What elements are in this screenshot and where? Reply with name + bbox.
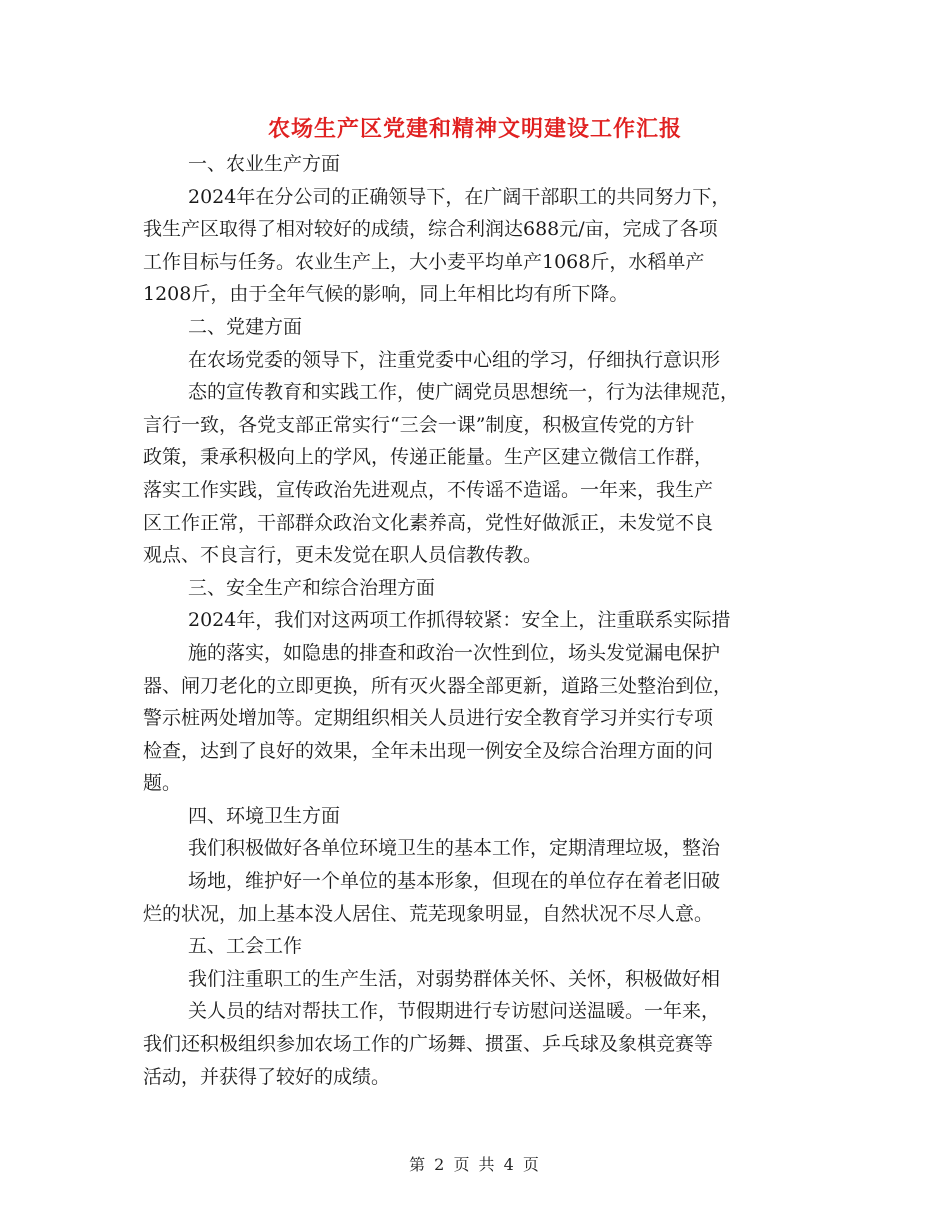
text-line: 我们注重职工的生产生活，对弱势群体关怀、关怀，积极做好相 [188, 967, 721, 990]
page-number-footer: 第 2 页 共 4 页 [409, 1155, 541, 1174]
text-line: 工作目标与任务。农业生产上，大小麦平均单产1068斤，水稻单产 [143, 250, 705, 273]
text-line: 2024年，我们对这两项工作抓得较紧：安全上，注重联系实际措 [188, 609, 731, 632]
section-heading-party-building: 二、党建方面 [188, 315, 303, 338]
text-line: 我生产区取得了相对较好的成绩，综合利润达688元/亩，完成了各项 [143, 218, 718, 241]
section-heading-safety: 三、安全生产和综合治理方面 [188, 576, 436, 599]
text-line: 施的落实，如隐患的排查和政治一次性到位，场头发觉漏电保护 [188, 641, 721, 664]
text-line: 器、闸刀老化的立即更换，所有灭火器全部更新，道路三处整治到位， [143, 674, 733, 697]
text-line: 关人员的结对帮扶工作，节假期进行专访慰问送温暖。一年来， [188, 1000, 721, 1023]
text-line: 我们积极做好各单位环境卫生的基本工作，定期清理垃圾，整治 [188, 837, 721, 860]
text-line: 在农场党委的领导下，注重党委中心组的学习，仔细执行意识形 [188, 348, 721, 371]
page-title: 农场生产区党建和精神文明建设工作汇报 [267, 116, 682, 142]
text-line: 检查，达到了良好的效果，全年未出现一例安全及综合治理方面的问 [143, 739, 714, 762]
section-body-party-building [143, 344, 808, 572]
text-line: 烂的状况，加上基本没人居住、荒芜现象明显，自然状况不尽人意。 [143, 902, 714, 925]
text-line: 1208斤，由于全年气候的影响，同上年相比均有所下降。 [143, 283, 629, 306]
text-line: 警示桩两处增加等。定期组织相关人员进行安全教育学习并实行专项 [143, 707, 714, 730]
section-body-safety [143, 604, 808, 800]
text-line: 2024年在分公司的正确领导下，在广阔干部职工的共同努力下， [188, 185, 731, 208]
section-body-union [143, 963, 808, 1093]
document-body [143, 148, 808, 1093]
text-line: 态的宣传教育和实践工作，使广阔党员思想统一，行为法律规范， [188, 381, 740, 404]
section-heading-environment: 四、环境卫生方面 [188, 804, 341, 827]
text-line: 政策，秉承积极向上的学风，传递正能量。生产区建立微信工作群， [143, 446, 714, 469]
section-body-agriculture [143, 181, 808, 311]
text-line: 落实工作实践，宣传政治先进观点，不传谣不造谣。一年来，我生产 [143, 478, 714, 501]
section-body-environment [143, 832, 808, 930]
text-line: 题。 [143, 772, 182, 795]
section-heading-agriculture: 一、农业生产方面 [188, 153, 341, 175]
text-line: 区工作正常，干部群众政治文化素养高，党性好做派正，未发觉不良 [143, 511, 714, 534]
text-line: 观点、不良言行，更未发觉在职人员信教传教。 [143, 544, 543, 567]
text-line: 场地，维护好一个单位的基本形象，但现在的单位存在着老旧破 [188, 870, 721, 893]
text-line: 言行一致，各党支部正常实行“三会一课”制度，积极宣传党的方针 [143, 413, 695, 436]
section-heading-union: 五、工会工作 [188, 935, 303, 958]
text-line: 我们还积极组织参加农场工作的广场舞、掼蛋、乒乓球及象棋竞赛等 [143, 1033, 714, 1056]
text-line: 活动，并获得了较好的成绩。 [143, 1065, 391, 1088]
